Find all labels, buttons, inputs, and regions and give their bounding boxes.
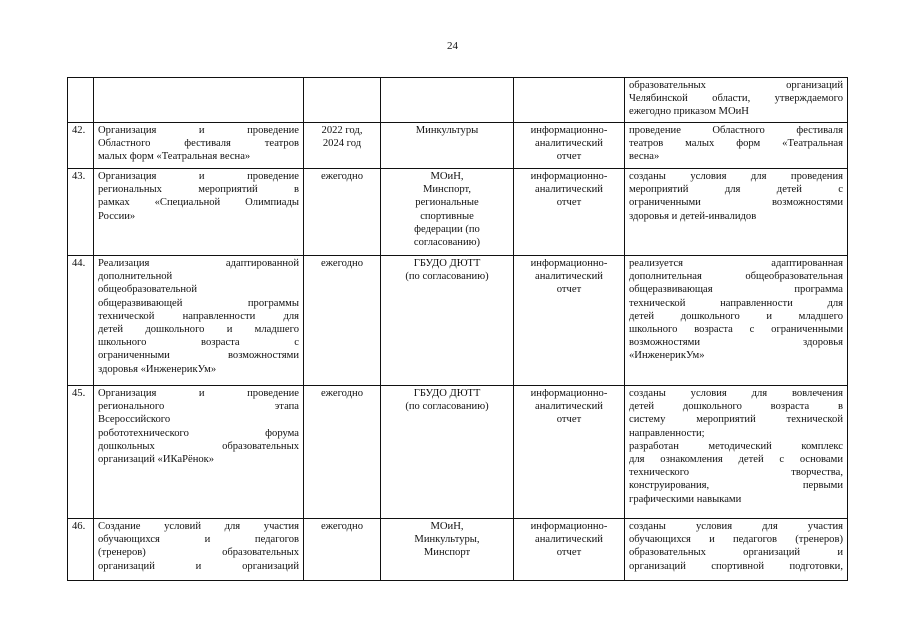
executor-cell-line: (по согласованию)	[405, 401, 489, 413]
report-cell	[514, 519, 625, 581]
result-cell-line: весна»	[629, 151, 660, 163]
event-cell-line: Областного фестиваля театров	[98, 138, 299, 150]
event-cell	[94, 256, 304, 386]
term-cell	[304, 78, 381, 123]
executor-cell-line: МОиН,	[430, 521, 464, 532]
result-cell-line: технической направленности для	[629, 297, 843, 309]
executor-cell-line: спортивные	[420, 210, 474, 222]
result-cell-line: возможностями здоровья	[629, 337, 843, 349]
row-number: 44.	[68, 256, 94, 386]
term-cell-line: ежегодно	[320, 171, 363, 182]
result-cell-line: графическими навыками	[629, 493, 742, 505]
result-cell-line: общеразвивающая программа	[629, 284, 843, 296]
event-cell-line: ограниченными возможностями	[98, 350, 299, 362]
event-cell-line: Организация и проведение	[98, 171, 299, 182]
executor-cell-line: Минспорт	[423, 547, 471, 559]
term-cell	[304, 519, 381, 581]
result-cell-line: мероприятий для детей с	[629, 184, 843, 196]
executor-cell	[381, 519, 514, 581]
result-cell-line: обучающихся и педагогов (тренеров)	[629, 534, 843, 546]
report-cell-line: информационно-	[530, 171, 608, 182]
report-cell-line: отчет	[556, 151, 582, 163]
event-cell-line: Организация и проведение	[98, 125, 299, 136]
page-number: 24	[447, 40, 458, 52]
executor-cell	[381, 78, 514, 123]
result-cell-line: театров малых форм «Театральная	[629, 138, 843, 150]
result-cell-line: школьного возраста с ограниченными	[629, 324, 843, 336]
result-cell-line: направленности;	[629, 427, 705, 439]
result-cell-line: здоровья и детей-инвалидов	[629, 210, 757, 222]
term-cell	[304, 386, 381, 519]
result-cell	[625, 123, 848, 169]
event-cell	[94, 123, 304, 169]
row-number: 43.	[68, 169, 94, 256]
event-cell-line: дошкольных образовательных	[98, 440, 299, 452]
event-cell-line: Всероссийского	[98, 414, 171, 426]
event-cell-line: Реализация адаптированной	[98, 258, 299, 269]
executor-cell	[381, 256, 514, 386]
table-row	[68, 123, 848, 169]
event-cell-line: технической направленности для	[98, 310, 299, 322]
result-cell-line: созданы условия для вовлечения	[629, 388, 843, 399]
event-cell-line: России»	[98, 210, 136, 222]
plan-table-body	[68, 78, 848, 581]
event-cell-line: Создание условий для участия	[98, 521, 299, 532]
executor-cell-line: федерации (по	[414, 223, 480, 235]
report-cell	[514, 386, 625, 519]
event-cell-line: обучающихся и педагогов	[98, 534, 299, 546]
result-cell-line: реализуется адаптированная	[629, 258, 843, 269]
report-cell-line: информационно-	[530, 521, 608, 532]
event-cell-line: Организация и проведение	[98, 388, 299, 399]
executor-cell	[381, 169, 514, 256]
event-cell-line: школьного возраста с	[98, 337, 299, 349]
event-cell-line: детей дошкольного и младшего	[98, 324, 299, 336]
table-row	[68, 169, 848, 256]
result-cell-line: детей дошкольного и младшего	[629, 310, 843, 322]
report-cell	[514, 123, 625, 169]
result-cell-line: ограниченными возможностями	[629, 197, 843, 209]
result-cell-line: для ознакомления детей с основами	[629, 454, 843, 466]
result-cell-line: детей дошкольного возраста в	[629, 401, 843, 413]
executor-cell	[381, 386, 514, 519]
term-cell-line: 2022 год,	[321, 125, 363, 136]
result-cell	[625, 169, 848, 256]
table-row	[68, 256, 848, 386]
table-row	[68, 78, 848, 123]
term-cell-line: ежегодно	[320, 521, 363, 532]
row-number: 45.	[68, 386, 94, 519]
term-cell	[304, 123, 381, 169]
event-cell-line: организаций «ИКаРёнок»	[98, 454, 215, 466]
event-cell-line: здоровья «ИнженерикУм»	[98, 363, 217, 375]
event-cell-line: общеразвивающей программы	[98, 297, 299, 309]
event-cell-line: общеобразовательной	[98, 284, 198, 296]
plan-table	[67, 77, 848, 581]
event-cell-line: робототехнического форума	[98, 427, 299, 439]
report-cell-line: информационно-	[530, 125, 608, 136]
report-cell	[514, 256, 625, 386]
event-cell-line: (тренеров) образовательных	[98, 547, 299, 559]
event-cell	[94, 169, 304, 256]
report-cell-line: аналитический	[535, 138, 603, 150]
row-number: 42.	[68, 123, 94, 169]
result-cell-line: образовательных организаций и	[629, 547, 843, 559]
result-cell	[625, 519, 848, 581]
result-cell-line: конструирования, первыми	[629, 480, 843, 492]
report-cell-line: отчет	[556, 414, 582, 426]
report-cell	[514, 78, 625, 123]
executor-cell-line: Минкультуры	[415, 125, 479, 136]
event-cell	[94, 519, 304, 581]
executor-cell-line: Минспорт,	[422, 184, 472, 196]
result-cell-line: технического творчества,	[629, 467, 843, 479]
report-cell-line: информационно-	[530, 388, 608, 399]
executor-cell-line: региональные	[415, 197, 479, 209]
report-cell-line: аналитический	[535, 184, 603, 196]
report-cell-line: аналитический	[535, 534, 603, 546]
event-cell-line: дополнительной	[98, 271, 173, 283]
event-cell	[94, 78, 304, 123]
report-cell-line: аналитический	[535, 271, 603, 283]
term-cell	[304, 256, 381, 386]
term-cell-line: ежегодно	[320, 388, 363, 399]
term-cell	[304, 169, 381, 256]
report-cell-line: отчет	[556, 284, 582, 296]
result-cell-line: образовательных организаций	[629, 80, 843, 91]
event-cell-line: рамках «Специальной Олимпиады	[98, 197, 299, 209]
result-cell-line: организаций спортивной подготовки,	[629, 560, 843, 572]
executor-cell-line: Минкультуры,	[414, 534, 480, 546]
result-cell-line: созданы условия для проведения	[629, 171, 843, 182]
row-number	[68, 78, 94, 123]
report-cell-line: аналитический	[535, 401, 603, 413]
table-row	[68, 519, 848, 581]
report-cell-line: отчет	[556, 547, 582, 559]
term-cell-line: 2024 год	[322, 138, 362, 150]
event-cell-line: региональных мероприятий в	[98, 184, 299, 196]
table-row	[68, 386, 848, 519]
result-cell-line: систему мероприятий технической	[629, 414, 843, 426]
result-cell	[625, 78, 848, 123]
result-cell	[625, 386, 848, 519]
event-cell-line: организаций и организаций	[98, 560, 299, 572]
event-cell-line: регионального этапа	[98, 401, 299, 413]
result-cell	[625, 256, 848, 386]
executor-cell-line: (по согласованию)	[405, 271, 489, 283]
report-cell	[514, 169, 625, 256]
executor-cell	[381, 123, 514, 169]
executor-cell-line: согласованию)	[413, 237, 481, 249]
executor-cell-line: ГБУДО ДЮТТ	[413, 258, 481, 269]
result-cell-line: дополнительная общеобразовательная	[629, 271, 843, 283]
report-cell-line: информационно-	[530, 258, 608, 269]
result-cell-line: «ИнженерикУм»	[629, 350, 705, 362]
executor-cell-line: МОиН,	[430, 171, 464, 182]
result-cell-line: ежегодно приказом МОиН	[629, 106, 749, 118]
result-cell-line: разработан методический комплекс	[629, 440, 843, 452]
report-cell-line: отчет	[556, 197, 582, 209]
executor-cell-line: ГБУДО ДЮТТ	[413, 388, 481, 399]
event-cell	[94, 386, 304, 519]
event-cell-line: малых форм «Театральная весна»	[98, 151, 251, 163]
term-cell-line: ежегодно	[320, 258, 363, 269]
result-cell-line: проведение Областного фестиваля	[629, 125, 843, 136]
row-number: 46.	[68, 519, 94, 581]
result-cell-line: Челябинской области, утверждаемого	[629, 93, 843, 105]
result-cell-line: созданы условия для участия	[629, 521, 843, 532]
